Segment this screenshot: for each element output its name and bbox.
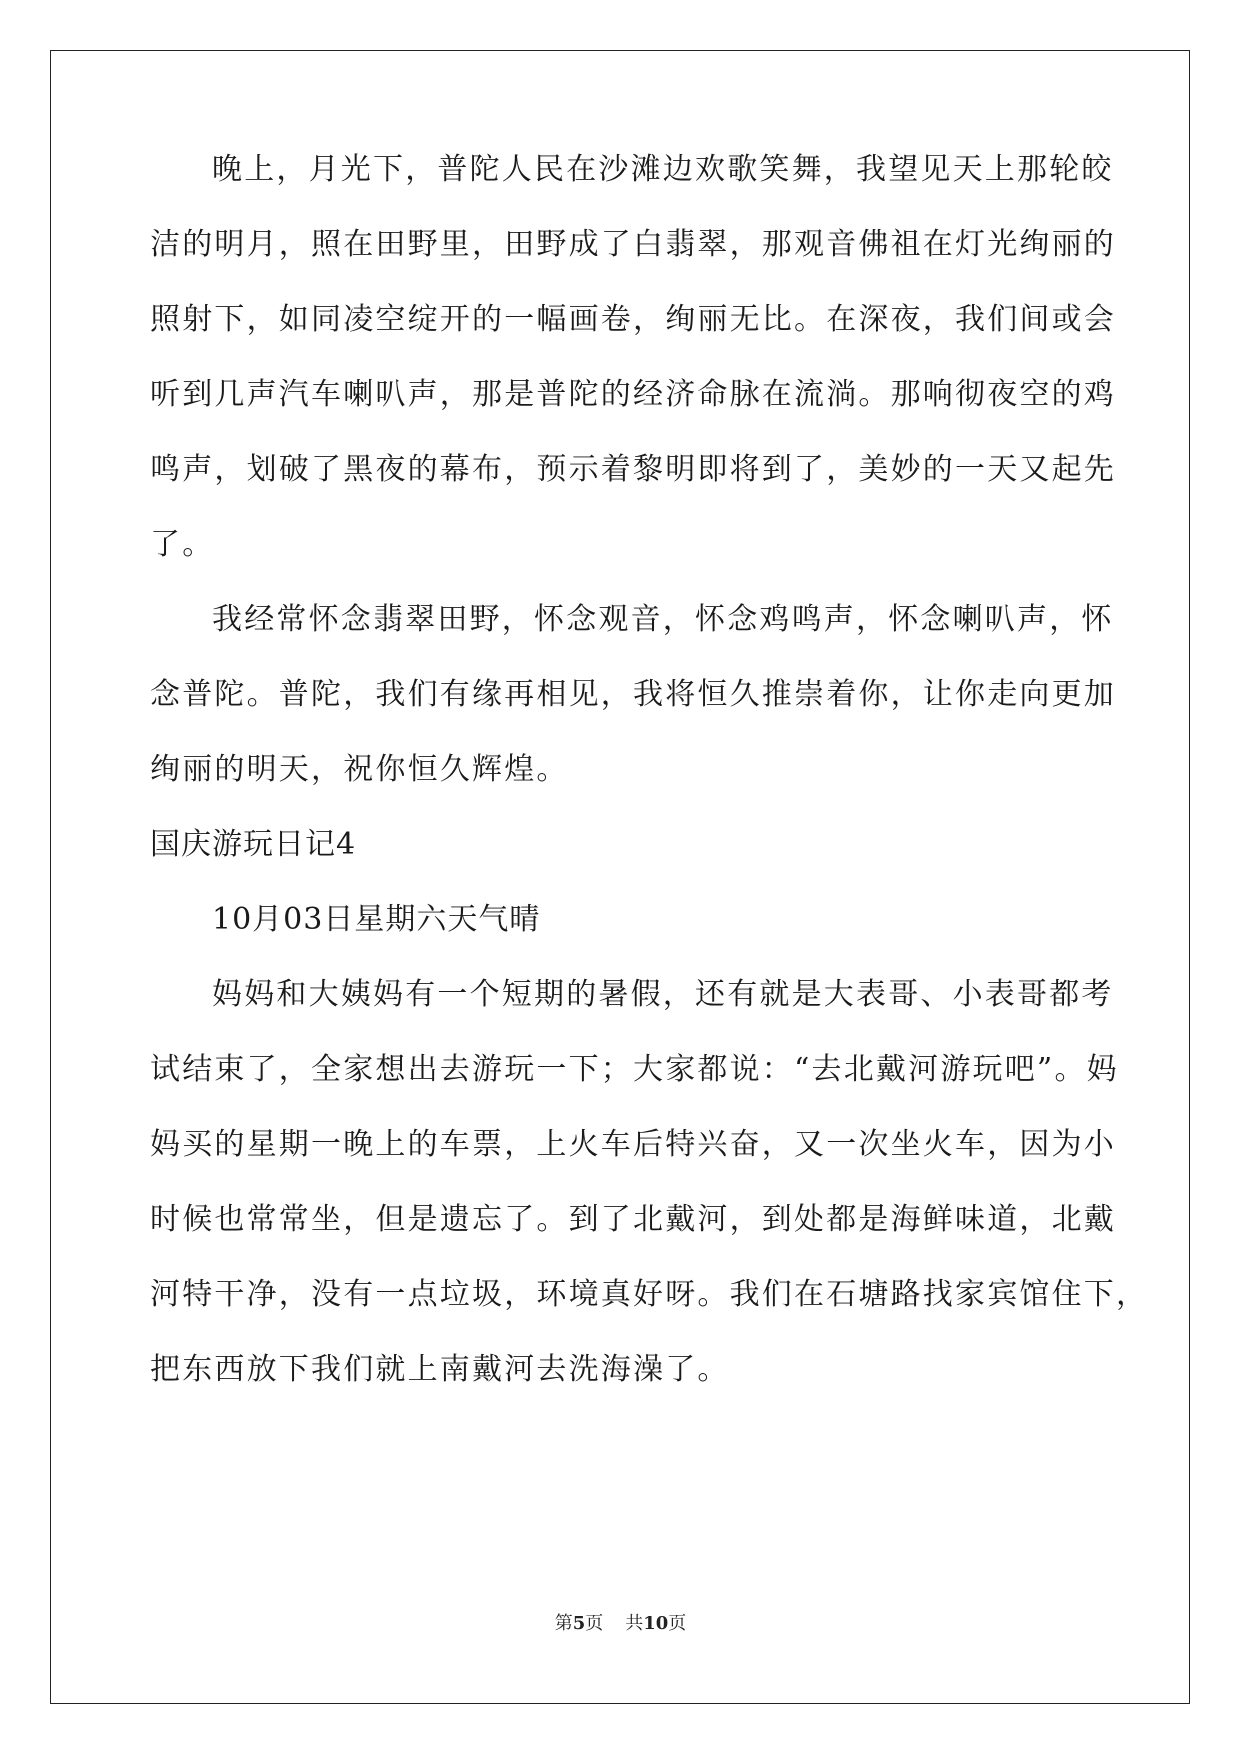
paragraph-line: 河特干净，没有一点垃圾，环境真好呀。我们在石塘路找家宾馆住下， [150,1277,1149,1312]
paragraph-line: 把东西放下我们就上南戴河去洗海澡了。 [150,1352,730,1387]
total-prefix: 共 [625,1613,644,1634]
paragraph-line: 洁的明月，照在田野里，田野成了白翡翠，那观音佛祖在灯光绚丽的 [150,227,1116,262]
page-total: 10 [643,1613,669,1634]
section-heading: 国庆游玩日记4 [150,827,357,862]
paragraph-line: 了。 [150,527,215,562]
page-border [50,50,1190,1704]
paragraph-line: 鸣声，划破了黑夜的幕布，预示着黎明即将到了，美妙的一天又起先 [150,452,1116,487]
page-suffix: 页 [585,1613,604,1634]
total-suffix: 页 [668,1613,687,1634]
paragraph-line: 时候也常常坐，但是遗忘了。到了北戴河，到处都是海鲜味道，北戴 [150,1202,1116,1237]
paragraph-line: 照射下，如同凌空绽开的一幅画卷，绚丽无比。在深夜，我们间或会 [150,302,1116,337]
paragraph-line: 晚上，月光下，普陀人民在沙滩边欢歌笑舞，我望见天上那轮皎 [212,152,1114,187]
paragraph-line: 听到几声汽车喇叭声，那是普陀的经济命脉在流淌。那响彻夜空的鸡 [150,377,1116,412]
paragraph-line: 试结束了，全家想出去游玩一下；大家都说：“去北戴河游玩吧”。妈 [150,1052,1119,1087]
paragraph-line: 念普陀。普陀，我们有缘再相见，我将恒久推崇着你，让你走向更加 [150,677,1116,712]
page-footer [0,1612,1241,1636]
paragraph-line: 妈买的星期一晚上的车票，上火车后特兴奋，又一次坐火车，因为小 [150,1127,1116,1162]
paragraph-line: 绚丽的明天，祝你恒久辉煌。 [150,752,569,787]
paragraph-line: 我经常怀念翡翠田野，怀念观音，怀念鸡鸣声，怀念喇叭声，怀 [212,602,1114,637]
date-line: 10月03日星期六天气晴 [212,902,541,937]
page-current: 5 [572,1613,586,1634]
page-prefix: 第 [554,1613,573,1634]
paragraph-line: 妈妈和大姨妈有一个短期的暑假，还有就是大表哥、小表哥都考 [212,977,1114,1012]
